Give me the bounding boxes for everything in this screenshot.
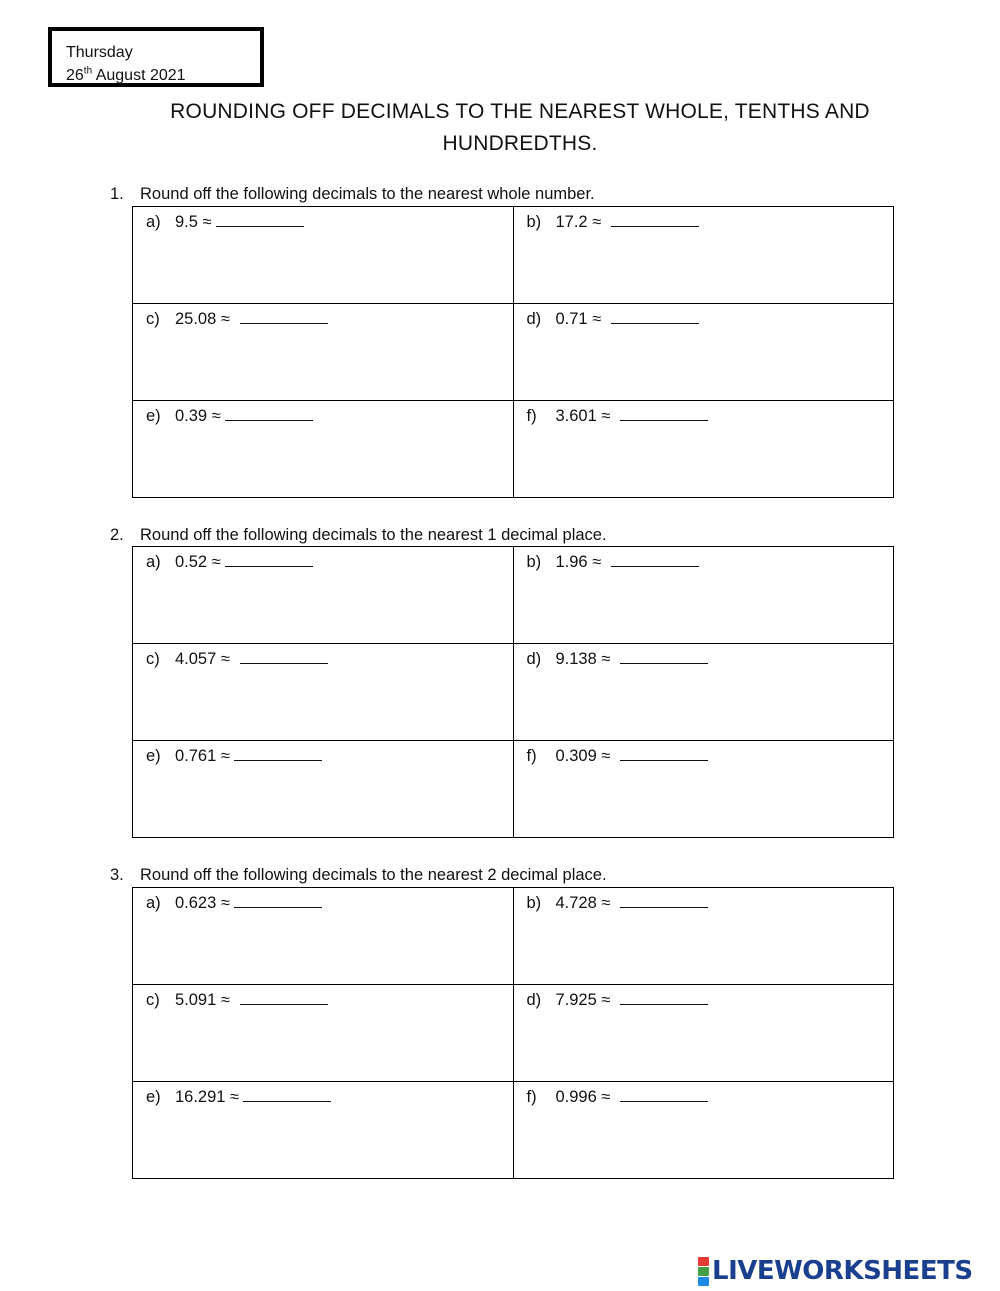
answer-blank[interactable] [620, 745, 708, 761]
q3-item-e: e) 16.291 ≈ [133, 1082, 514, 1179]
q3-item-f: f) 0.996 ≈ [513, 1082, 894, 1179]
q2-item-e: e) 0.761 ≈ [133, 741, 514, 838]
q1-item-b: b) 17.2 ≈ [513, 207, 894, 304]
answer-blank[interactable] [243, 1086, 331, 1102]
q1-item-a: a) 9.5 ≈ [133, 207, 514, 304]
q3-item-b: b) 4.728 ≈ [513, 888, 894, 985]
q2-item-a: a) 0.52 ≈ [133, 547, 514, 644]
logo-blocks-icon [698, 1257, 709, 1286]
answer-blank[interactable] [234, 745, 322, 761]
q1-item-f: f) 3.601 ≈ [513, 401, 894, 498]
question-3-table [132, 887, 894, 1179]
answer-blank[interactable] [240, 308, 328, 324]
answer-blank[interactable] [620, 405, 708, 421]
question-2-table [132, 546, 894, 838]
logo-block-green [698, 1267, 709, 1276]
answer-blank[interactable] [216, 211, 304, 227]
answer-blank[interactable] [611, 551, 699, 567]
date-label: 26th August 2021 [66, 65, 186, 84]
day-label: Thursday [66, 44, 133, 61]
answer-blank[interactable] [240, 648, 328, 664]
answer-blank[interactable] [234, 892, 322, 908]
page-title [140, 96, 900, 160]
q2-item-d: d) 9.138 ≈ [513, 644, 894, 741]
question-1-heading: 1. Round off the following decimals to the nearest whole number. [110, 185, 595, 203]
q3-item-d: d) 7.925 ≈ [513, 985, 894, 1082]
liveworksheets-logo [698, 1256, 973, 1286]
question-3-heading: 3. Round off the following decimals to the nearest 2 decimal place. [110, 866, 607, 884]
answer-blank[interactable] [611, 211, 699, 227]
q1-item-e: e) 0.39 ≈ [133, 401, 514, 498]
q2-item-b: b) 1.96 ≈ [513, 547, 894, 644]
q1-item-d: d) 0.71 ≈ [513, 304, 894, 401]
q2-item-f: f) 0.309 ≈ [513, 741, 894, 838]
q1-item-c: c) 25.08 ≈ [133, 304, 514, 401]
title-line-2: HUNDREDTHS. [442, 132, 598, 155]
title-line-1: ROUNDING OFF DECIMALS TO THE NEAREST WHOLE, TENTHS AND [170, 100, 870, 123]
answer-blank[interactable] [611, 308, 699, 324]
answer-blank[interactable] [620, 892, 708, 908]
answer-blank[interactable] [620, 989, 708, 1005]
answer-blank[interactable] [225, 551, 313, 567]
logo-block-blue [698, 1277, 709, 1286]
answer-blank[interactable] [225, 405, 313, 421]
date-box [48, 27, 264, 87]
answer-blank[interactable] [620, 648, 708, 664]
logo-text: LIVEWORKSHEETS [712, 1256, 973, 1286]
answer-blank[interactable] [620, 1086, 708, 1102]
answer-blank[interactable] [240, 989, 328, 1005]
question-2-heading: 2. Round off the following decimals to the nearest 1 decimal place. [110, 526, 607, 544]
question-1-table [132, 206, 894, 498]
q3-item-a: a) 0.623 ≈ [133, 888, 514, 985]
logo-block-red [698, 1257, 709, 1266]
q3-item-c: c) 5.091 ≈ [133, 985, 514, 1082]
q2-item-c: c) 4.057 ≈ [133, 644, 514, 741]
